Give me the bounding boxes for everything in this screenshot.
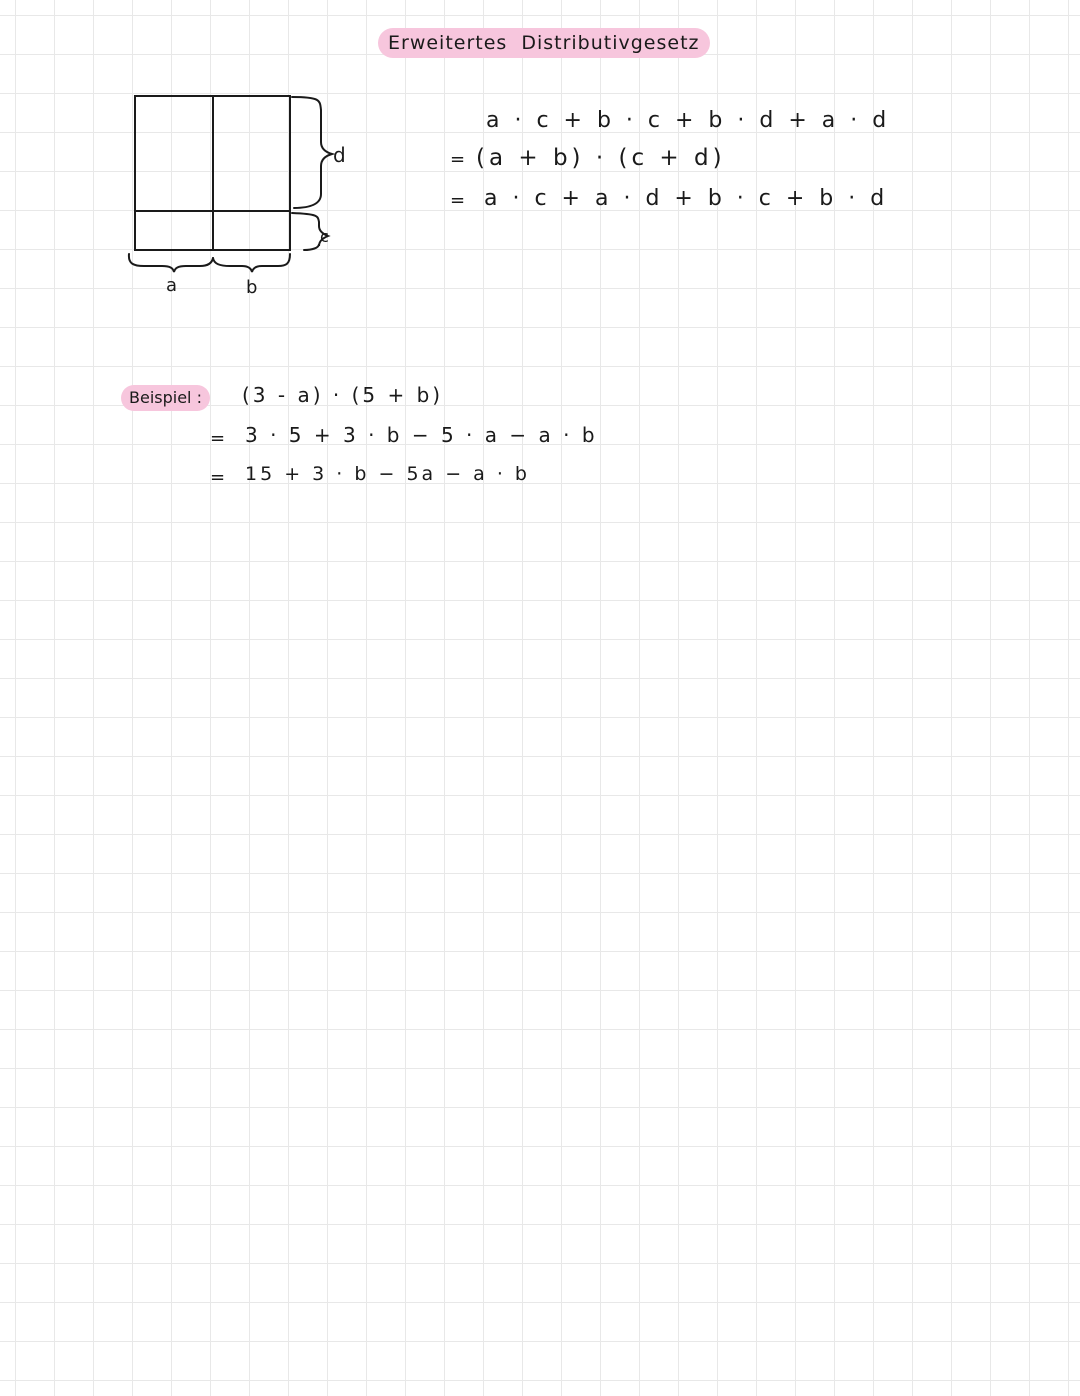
example-equals-3: = [210,467,226,488]
label-d: d [333,143,346,167]
brace-b [213,254,290,272]
example-line-1: (3 - a) · (5 + b) [242,383,444,407]
formula-line-1: a · c + b · c + b · d + a · d [486,108,891,133]
title-word-2: Distributivgesetz [521,32,700,54]
example-label: Beispiel : [121,385,210,411]
example-equals-2: = [210,428,226,449]
label-c: c [320,227,329,246]
page-title [378,28,710,58]
example-line-2: 3 · 5 + 3 · b − 5 · a − a · b [245,423,598,447]
area-diagram [120,86,360,306]
formula-line-3: a · c + a · d + b · c + b · d [484,186,889,211]
label-a: a [166,275,178,296]
formula-line-2: (a + b) · (c + d) [476,145,726,171]
formula-equals-3: = [450,190,466,211]
title-word-1: Erweitertes [388,32,508,54]
formula-equals-2: = [450,149,466,170]
example-line-3: 15 + 3 · b − 5a − a · b [245,463,530,485]
brace-d [292,97,332,208]
label-b: b [246,277,258,298]
brace-a [129,254,213,272]
